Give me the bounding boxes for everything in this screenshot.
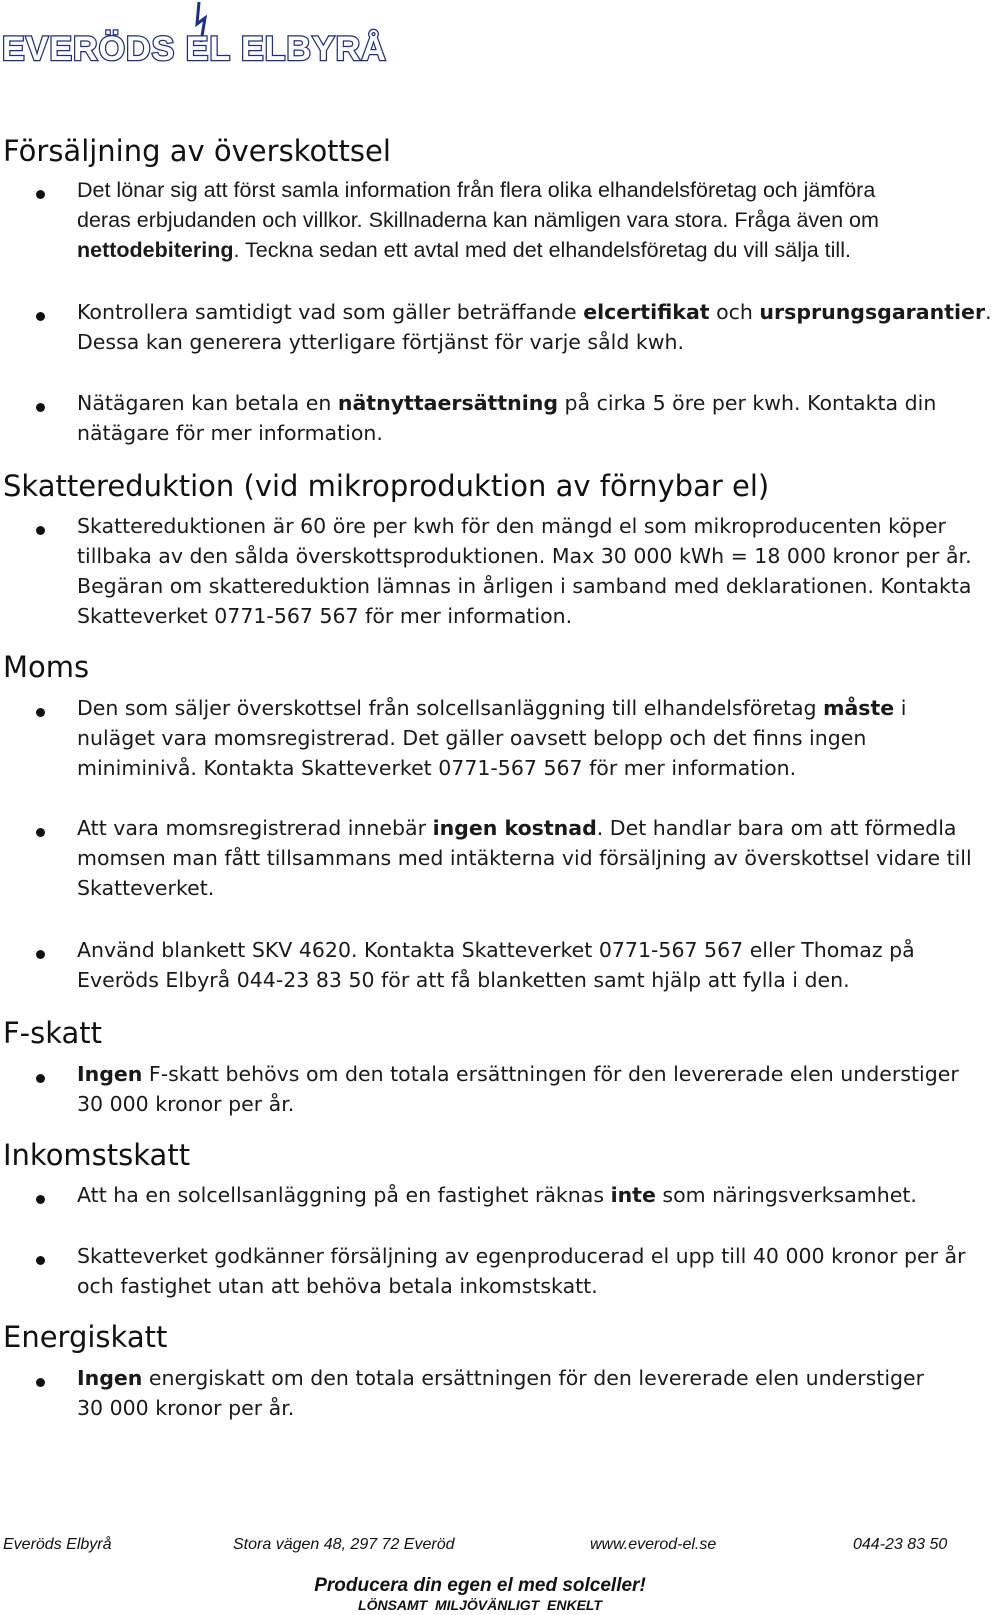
bullet-icon — [36, 403, 45, 412]
text-line: Begäran om skattereduktion lämnas in årligen i samband med deklarationen. Kontakta — [77, 574, 972, 598]
bullet-icon — [36, 1378, 45, 1387]
text-line: Dessa kan generera ytterligare förtjänst för varje såld kwh. — [77, 330, 685, 354]
heading-fskatt: F-skatt — [3, 1016, 103, 1050]
text-line: momsen man fått tillsammans med intäkterna vid försäljning av överskottsel vidare till — [77, 846, 972, 870]
text-line: Att vara momsregistrerad innebär ingen kostnad. Det handlar bara om att förmedla — [77, 816, 957, 840]
bullet-icon — [36, 950, 45, 959]
text-line: deras erbjudanden och villkor. Skillnaderna kan nämligen vara stora. Fråga även om — [77, 208, 879, 232]
text-line: Att ha en solcellsanläggning på en fastighet räknas inte som näringsverksamhet. — [77, 1183, 917, 1207]
text-line: Nätägaren kan betala en nätnyttaersättning på cirka 5 öre per kwh. Kontakta din — [77, 391, 937, 415]
term-ingen: Ingen — [77, 1366, 143, 1390]
term-ingen-kostnad: ingen kostnad — [432, 816, 597, 840]
heading-forsaljning: Försäljning av överskottsel — [3, 134, 391, 168]
bullet-icon — [36, 526, 45, 535]
text-line: nätägare för mer information. — [77, 421, 383, 445]
text-line: 30 000 kronor per år. — [77, 1092, 295, 1116]
text-line: nuläget vara momsregistrerad. Det gäller oavsett belopp och det finns ingen — [77, 726, 867, 750]
bullet-icon — [36, 1256, 45, 1265]
heading-inkomstskatt: Inkomstskatt — [3, 1138, 191, 1172]
footer-address: Stora vägen 48, 297 72 Everöd — [233, 1536, 455, 1553]
bullet-icon — [36, 1195, 45, 1204]
text-line: Det lönar sig att först samla information från flera olika elhandelsföretag och jämföra — [77, 178, 876, 202]
text-line: 30 000 kronor per år. — [77, 1396, 295, 1420]
heading-energiskatt: Energiskatt — [3, 1320, 168, 1354]
footer-phone: 044-23 83 50 — [853, 1536, 948, 1553]
text-line: Skatteverket. — [77, 876, 215, 900]
logo-wordmark: EVERÖDS EL ELBYRÅ — [2, 30, 387, 68]
text-line: Den som säljer överskottsel från solcellsanläggning till elhandelsföretag måste i — [77, 696, 907, 720]
term-maste: måste — [823, 696, 895, 720]
text-line: Kontrollera samtidigt vad som gäller beträffande elcertifikat och ursprungsgarantier. — [77, 300, 992, 324]
text-line: Ingen F-skatt behövs om den totala ersättningen för den levererade elen understiger — [77, 1062, 959, 1086]
footer-slogan: LÖNSAMT MILJÖVÄNLIGT ENKELT — [358, 1597, 602, 1613]
text-line: och fastighet utan att behöva betala inkomstskatt. — [77, 1274, 598, 1298]
bullet-icon — [36, 190, 45, 199]
bullet-icon — [36, 708, 45, 717]
term-nettodebitering: nettodebitering — [77, 238, 234, 262]
heading-skattereduktion: Skattereduktion (vid mikroproduktion av förnybar el) — [3, 469, 770, 503]
term-inte: inte — [610, 1183, 656, 1207]
term-ingen: Ingen — [77, 1062, 143, 1086]
text-line: tillbaka av den sålda överskottsproduktionen. Max 30 000 kWh = 18 000 kronor per år. — [77, 544, 972, 568]
footer-tagline: Producera din egen el med solceller! — [314, 1575, 646, 1596]
term-ursprungsgarantier: ursprungsgarantier — [759, 300, 986, 324]
company-logo — [2, 0, 392, 72]
text-line: Skatteverket 0771-567 567 för mer information. — [77, 604, 573, 628]
footer-company: Everöds Elbyrå — [3, 1536, 112, 1553]
text-line: Ingen energiskatt om den totala ersättningen för den levererade elen understiger — [77, 1366, 925, 1390]
bullet-icon — [36, 828, 45, 837]
text-line: Skatteverket godkänner försäljning av egenproducerad el upp till 40 000 kronor per år — [77, 1244, 966, 1268]
text-line: miniminivå. Kontakta Skatteverket 0771-567 567 för mer information. — [77, 756, 797, 780]
bullet-icon — [36, 312, 45, 321]
text-line: Everöds Elbyrå 044-23 83 50 för att få blanketten samt hjälp att fylla i den. — [77, 968, 850, 992]
heading-moms: Moms — [3, 650, 90, 684]
text-line: nettodebitering. Teckna sedan ett avtal med det elhandelsföretag du vill sälja till. — [77, 238, 851, 262]
term-elcertifikat: elcertifikat — [583, 300, 710, 324]
footer-website[interactable]: www.everod-el.se — [590, 1536, 717, 1553]
text-line: Skattereduktionen är 60 öre per kwh för den mängd el som mikroproducenten köper — [77, 514, 946, 538]
bullet-icon — [36, 1074, 45, 1083]
text-line: Använd blankett SKV 4620. Kontakta Skatteverket 0771-567 567 eller Thomaz på — [77, 938, 915, 962]
term-natnyttaersattning: nätnyttaersättning — [337, 391, 559, 415]
